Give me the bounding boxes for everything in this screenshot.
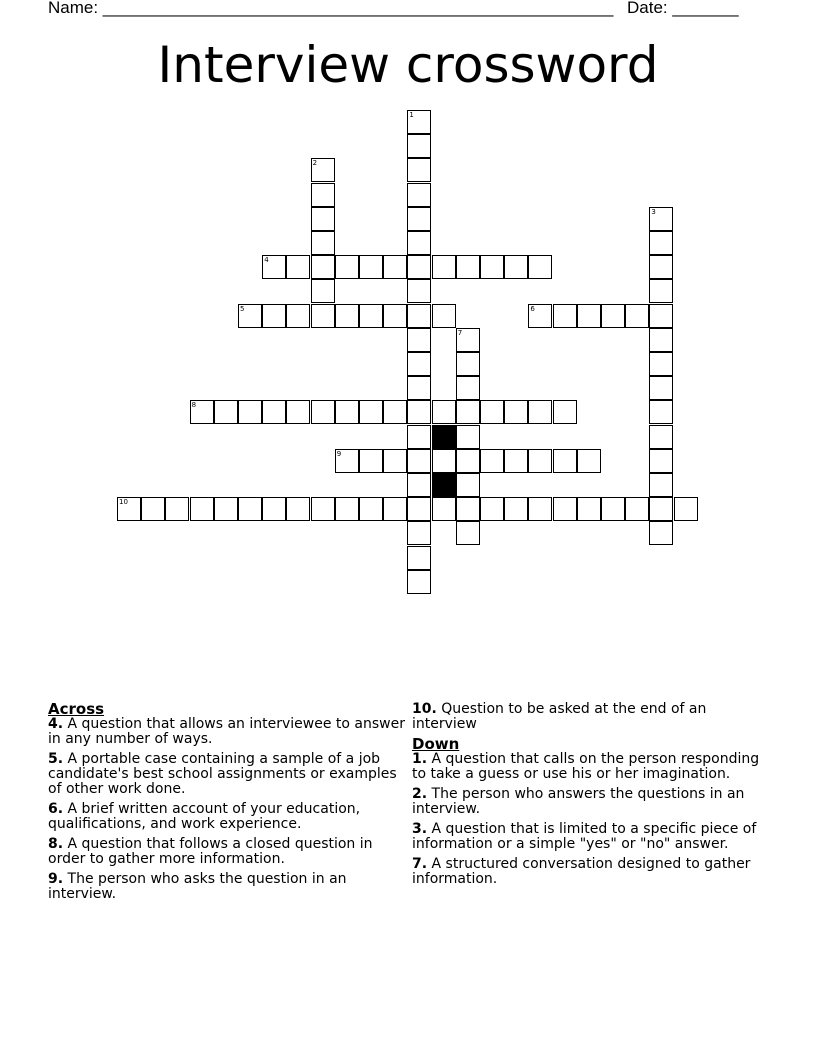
grid-cell[interactable] <box>286 497 310 521</box>
grid-cell[interactable] <box>311 255 335 279</box>
grid-cell[interactable] <box>553 449 577 473</box>
grid-cell[interactable] <box>649 497 673 521</box>
clue-number: 3 <box>651 207 656 216</box>
grid-cell[interactable] <box>335 400 359 424</box>
grid-cell[interactable] <box>407 521 431 545</box>
grid-cell[interactable] <box>649 279 673 303</box>
clue-down-3: 3. A question that is limited to a specific piece of information or a simple "yes" or "no" answer. <box>412 821 757 852</box>
grid-cell[interactable] <box>335 497 359 521</box>
grid-cell[interactable] <box>262 497 286 521</box>
grid-cell[interactable] <box>407 134 431 158</box>
grid-cell[interactable] <box>407 449 431 473</box>
grid-cell[interactable] <box>286 304 310 328</box>
grid-cell[interactable] <box>286 400 310 424</box>
grid-cell[interactable] <box>311 304 335 328</box>
grid-cell[interactable] <box>553 400 577 424</box>
clue-across-8: 8. A question that follows a closed question in order to gather more information. <box>48 836 373 867</box>
grid-cell[interactable] <box>528 449 552 473</box>
grid-cell[interactable] <box>190 497 214 521</box>
clue-number: 7 <box>457 328 463 337</box>
grid-cell[interactable] <box>407 158 431 182</box>
grid-cell[interactable] <box>383 400 407 424</box>
grid-cell[interactable] <box>359 400 383 424</box>
clue-number: 2 <box>312 159 318 168</box>
name-field: Name: ______________________________________________________ <box>48 0 614 17</box>
grid-cell[interactable] <box>601 304 625 328</box>
grid-cell[interactable] <box>504 255 528 279</box>
clue-across-9: 9. The person who asks the question in an interview. <box>48 871 347 902</box>
clue-down-2: 2. The person who answers the questions in an interview. <box>412 786 745 817</box>
clue-number: 4 <box>264 256 269 265</box>
grid-cell[interactable] <box>407 328 431 352</box>
clue-number: 5 <box>240 304 245 313</box>
grid-cell[interactable] <box>311 158 335 182</box>
grid-cell[interactable] <box>480 255 504 279</box>
grid-cell[interactable] <box>359 497 383 521</box>
grid-cell[interactable] <box>456 497 480 521</box>
grid-cell[interactable] <box>311 207 335 231</box>
clue-across-5: 5. A portable case containing a sample of a job candidate's best school assignments or examples of other work done. <box>48 751 397 797</box>
clue-down-1: 1. A question that calls on the person responding to take a guess or use his or her imagination. <box>412 751 760 782</box>
down-heading: Down <box>412 735 460 753</box>
grid-cell[interactable] <box>456 376 480 400</box>
grid-cell[interactable] <box>311 497 335 521</box>
grid-cell[interactable] <box>407 207 431 231</box>
clue-number: 8 <box>191 401 197 410</box>
grid-cell[interactable] <box>407 279 431 303</box>
grid-cell[interactable] <box>262 400 286 424</box>
grid-cell[interactable] <box>577 304 601 328</box>
grid-cell[interactable] <box>359 304 383 328</box>
grid-cell[interactable] <box>432 255 456 279</box>
grid-cell[interactable] <box>649 425 673 449</box>
grid-cell[interactable] <box>528 497 552 521</box>
grid-cell[interactable] <box>601 497 625 521</box>
grid-cell[interactable] <box>553 497 577 521</box>
grid-cell[interactable] <box>335 304 359 328</box>
grid-cell[interactable] <box>577 449 601 473</box>
grid-cell[interactable] <box>214 497 238 521</box>
grid-cell[interactable] <box>262 304 286 328</box>
grid-cell[interactable] <box>432 304 456 328</box>
grid-cell[interactable] <box>456 328 480 352</box>
grid-cell[interactable] <box>262 255 286 279</box>
grid-cell[interactable] <box>407 304 431 328</box>
grid-cell[interactable] <box>407 546 431 570</box>
grid-cell[interactable] <box>625 304 649 328</box>
grid-cell[interactable] <box>577 497 601 521</box>
grid-cell[interactable] <box>674 497 698 521</box>
grid-cell[interactable] <box>480 497 504 521</box>
clue-across-4: 4. A question that allows an interviewee to answer in any number of ways. <box>48 716 405 747</box>
clue-down-7: 7. A structured conversation designed to gather information. <box>412 856 751 887</box>
grid-cell[interactable] <box>456 521 480 545</box>
grid-cell[interactable] <box>407 376 431 400</box>
grid-black-cell <box>432 425 456 449</box>
grid-cell[interactable] <box>649 473 673 497</box>
grid-cell[interactable] <box>407 352 431 376</box>
grid-cell[interactable] <box>432 400 456 424</box>
grid-cell[interactable] <box>528 255 552 279</box>
grid-cell[interactable] <box>407 255 431 279</box>
grid-black-cell <box>432 473 456 497</box>
grid-cell[interactable] <box>649 400 673 424</box>
grid-cell[interactable] <box>190 400 214 424</box>
across-heading: Across <box>48 700 105 718</box>
grid-cell[interactable] <box>407 183 431 207</box>
clue-number: 6 <box>530 304 535 313</box>
grid-cell[interactable] <box>553 304 577 328</box>
grid-cell[interactable] <box>117 497 141 521</box>
page-title: Interview crossword <box>157 36 659 94</box>
grid-cell[interactable] <box>528 400 552 424</box>
grid-cell[interactable] <box>456 352 480 376</box>
clue-across-10: 10. Question to be asked at the end of an interview <box>412 701 707 732</box>
clue-number: 9 <box>336 449 342 458</box>
date-field: Date: _______ <box>627 0 739 17</box>
grid-cell[interactable] <box>238 497 262 521</box>
grid-cell[interactable] <box>625 497 649 521</box>
grid-cell[interactable] <box>407 110 431 134</box>
grid-cell[interactable] <box>504 497 528 521</box>
grid-cell[interactable] <box>383 255 407 279</box>
grid-cell[interactable] <box>649 231 673 255</box>
grid-cell[interactable] <box>649 352 673 376</box>
grid-cell[interactable] <box>649 304 673 328</box>
grid-cell[interactable] <box>335 449 359 473</box>
grid-cell[interactable] <box>407 425 431 449</box>
grid-cell[interactable] <box>238 400 262 424</box>
grid-cell[interactable] <box>480 400 504 424</box>
grid-cell[interactable] <box>165 497 189 521</box>
grid-cell[interactable] <box>649 328 673 352</box>
grid-cell[interactable] <box>649 207 673 231</box>
grid-cell[interactable] <box>649 521 673 545</box>
grid-cell[interactable] <box>407 497 431 521</box>
grid-cell[interactable] <box>432 497 456 521</box>
grid-cell[interactable] <box>383 449 407 473</box>
grid-cell[interactable] <box>432 449 456 473</box>
grid-cell[interactable] <box>456 449 480 473</box>
grid-cell[interactable] <box>238 304 262 328</box>
grid-cell[interactable] <box>359 255 383 279</box>
grid-cell[interactable] <box>456 425 480 449</box>
grid-cell[interactable] <box>383 304 407 328</box>
grid-cell[interactable] <box>214 400 238 424</box>
grid-cell[interactable] <box>456 473 480 497</box>
clue-across-6: 6. A brief written account of your education, qualifications, and work experience. <box>48 801 361 832</box>
grid-cell[interactable] <box>649 376 673 400</box>
grid-cell[interactable] <box>407 473 431 497</box>
grid-cell[interactable] <box>407 400 431 424</box>
clue-number: 10 <box>119 498 128 507</box>
grid-cell[interactable] <box>649 255 673 279</box>
grid-cell[interactable] <box>311 279 335 303</box>
grid-cell[interactable] <box>504 449 528 473</box>
grid-cell[interactable] <box>286 255 310 279</box>
grid-cell[interactable] <box>335 255 359 279</box>
clues-right-column <box>412 702 772 892</box>
grid-cell[interactable] <box>311 231 335 255</box>
grid-cell[interactable] <box>407 570 431 594</box>
grid-cell[interactable] <box>456 400 480 424</box>
grid-cell[interactable] <box>649 449 673 473</box>
grid-cell[interactable] <box>311 400 335 424</box>
clue-number: 1 <box>409 111 414 119</box>
grid-cell[interactable] <box>456 255 480 279</box>
grid-cell[interactable] <box>407 231 431 255</box>
grid-cell[interactable] <box>311 183 335 207</box>
clues-left-column <box>48 702 408 907</box>
grid-cell[interactable] <box>383 497 407 521</box>
grid-cell[interactable] <box>528 304 552 328</box>
grid-cell[interactable] <box>480 449 504 473</box>
grid-cell[interactable] <box>359 449 383 473</box>
grid-cell[interactable] <box>141 497 165 521</box>
grid-cell[interactable] <box>504 400 528 424</box>
